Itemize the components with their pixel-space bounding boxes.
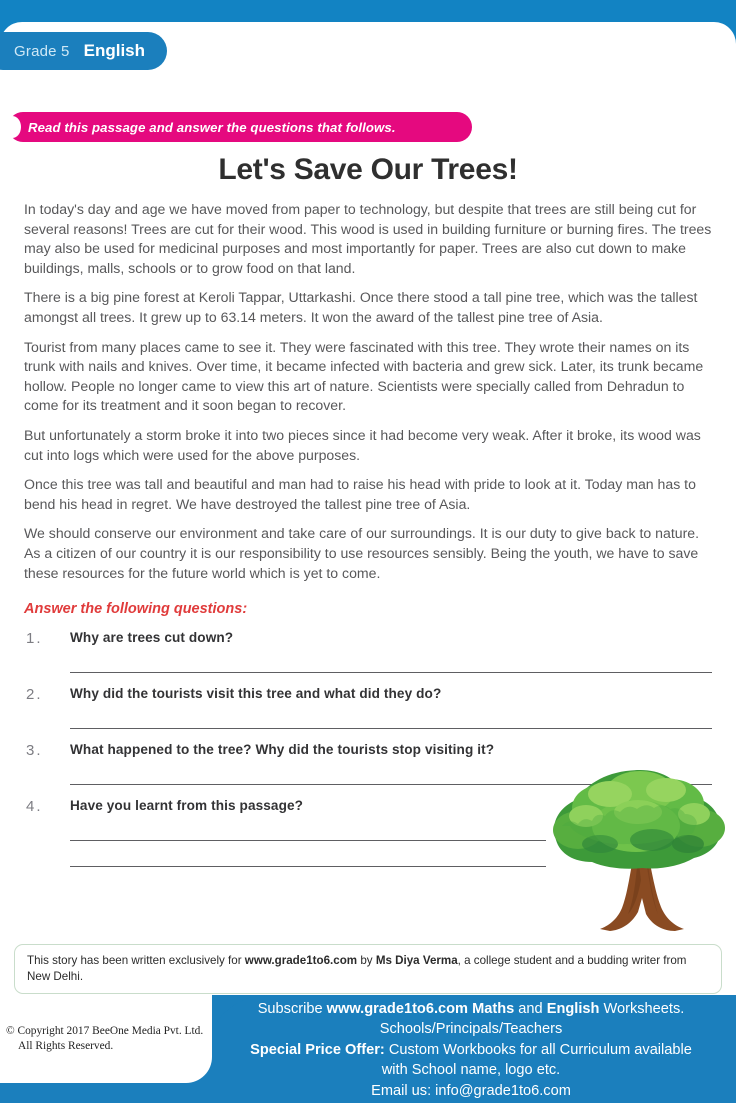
question-row — [24, 742, 712, 759]
question-text: Why did the tourists visit this tree and what did they do? — [70, 686, 442, 702]
page-title: Let's Save Our Trees! — [218, 153, 518, 186]
promo-line-audience: Schools/Principals/Teachers — [379, 1021, 563, 1038]
credit-part-3: , a college student and a budding writer from New Delhi. — [27, 954, 687, 983]
promo-line-offer — [250, 1040, 692, 1061]
questions-heading: Answer the following questions: — [24, 601, 248, 618]
answer-line[interactable] — [70, 840, 546, 841]
promo-offer-text: Custom Workbooks for all Curriculum available — [384, 1041, 692, 1058]
promo-site-maths: www.grade1to6.com Maths — [326, 1000, 515, 1017]
promo-and: and — [514, 1000, 547, 1017]
answer-line[interactable] — [70, 728, 712, 729]
instruction-banner — [8, 112, 472, 142]
copyright-line-2: All Rights Reserved. — [18, 1040, 114, 1052]
promo-worksheets: Worksheets. — [599, 1000, 685, 1017]
question-text: Why are trees cut down? — [70, 630, 234, 646]
tree-illustration-icon — [548, 768, 730, 940]
passage-paragraph: But unfortunately a storm broke it into two pieces since it had become very weak. After it broke, its wood was cut into logs which were used for the above purposes. — [24, 426, 701, 463]
grade-label: Grade 5 — [14, 42, 70, 60]
answer-line[interactable] — [70, 672, 712, 673]
worksheet-content — [0, 146, 736, 867]
promo-subscribe-prefix: Subscribe — [257, 1000, 327, 1017]
question-row — [24, 686, 712, 703]
question-number: 1. — [26, 630, 43, 648]
credit-author: Ms Diya Verma — [375, 954, 458, 967]
question-text: What happened to the tree? Why did the tourists stop visiting it? — [70, 742, 495, 758]
question-number: 2. — [26, 686, 43, 704]
question-text: Have you learnt from this passage? — [70, 798, 304, 814]
promo-english: English — [546, 1000, 600, 1017]
credit-part-2: by — [357, 954, 376, 967]
copyright-line-1: © Copyright 2017 BeeOne Media Pvt. Ltd. — [6, 1025, 204, 1037]
grade-subject-tab — [0, 32, 167, 70]
promo-offer-label: Special Price Offer: — [250, 1041, 385, 1058]
credit-box — [14, 944, 722, 994]
answer-line[interactable] — [70, 866, 546, 867]
passage-paragraph: Once this tree was tall and beautiful and man had to raise his head with pride to look at it. Today man has to bend his head in regret. We have destroyed the tallest pine tree of Asia. — [24, 476, 696, 512]
passage-paragraph: Tourist from many places came to see it. They were fascinated with this tree. They wrote their names on its trunk with nails and knives. Over time, it became infected with bacteria and grew sick. Later, its trunk became hollow. People no longer came to view this art of nature. Scientists were specially called from Dehradun to come for its treatment and it soon began to recover. — [24, 338, 704, 414]
promo-footer — [0, 995, 736, 1103]
subject-label: English — [83, 41, 146, 60]
question-row — [24, 630, 712, 647]
promo-line-custom: with School name, logo etc. — [381, 1062, 561, 1079]
passage-paragraph: We should conserve our environment and take care of our surroundings. It is our duty to give back to nature. As a citizen of our country it is our responsibility to use resources sensibly. Being the youth, we have to save these resources for the future world which is yet to come. — [24, 525, 700, 581]
instruction-text: Read this passage and answer the questions that follows. — [28, 119, 396, 135]
question-number: 4. — [26, 798, 43, 816]
passage-paragraph: There is a big pine forest at Keroli Tappar, Uttarkashi. Once there stood a tall pine tree, which was the tallest amongst all trees. It grew up to 63.14 meters. It won the award of the tallest pine tree of Asia. — [24, 289, 698, 325]
question-number: 3. — [26, 742, 43, 760]
passage-paragraph: In today's day and age we have moved from paper to technology, but despite that trees are still being cut for several reasons! Trees are cut for their wood. This wood is used in building furniture or burning fires. The trees may also be used for medicinal purposes and most importantly for paper. Trees are also cut down to make buildings, malls, schools or to grow food on that land. — [24, 201, 712, 276]
credit-text — [27, 953, 709, 984]
reading-passage — [24, 200, 712, 583]
credit-part-1: This story has been written exclusively for — [27, 954, 245, 967]
question-item-1 — [24, 630, 712, 673]
copyright-box — [0, 995, 212, 1083]
promo-line-subscribe — [258, 999, 685, 1020]
promo-line-email[interactable]: Email us: info@grade1to6.com — [371, 1082, 571, 1099]
banner-bullet-dot-icon — [4, 116, 21, 138]
question-item-2 — [24, 686, 712, 729]
credit-site: www.grade1to6.com — [244, 954, 358, 967]
promo-text-block — [206, 995, 736, 1103]
